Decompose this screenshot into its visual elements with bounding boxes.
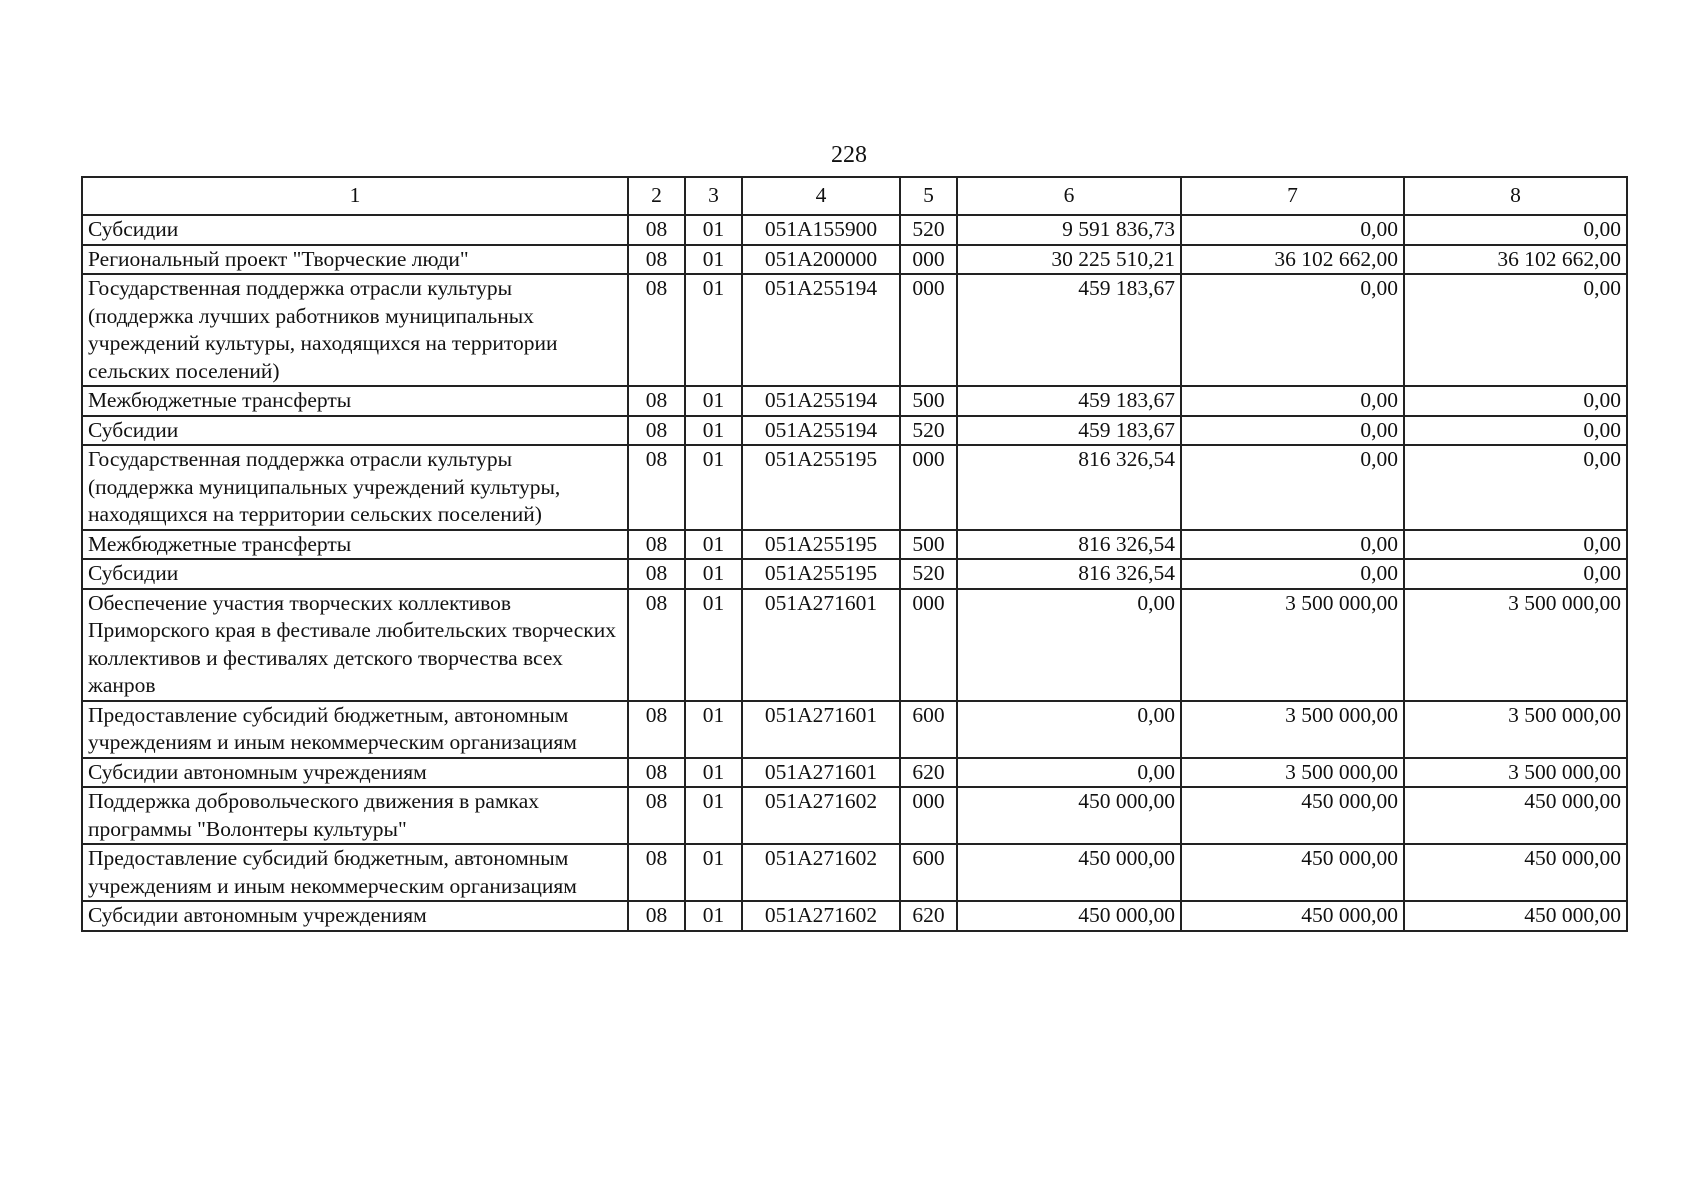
- table-row: [82, 386, 1627, 416]
- row-name: Субсидии: [82, 215, 628, 245]
- expense-type-code: 000: [900, 589, 957, 701]
- table-row: [82, 844, 1627, 901]
- target-article-code: 051A255195: [742, 445, 900, 530]
- amount-col-8: 0,00: [1404, 416, 1627, 446]
- expense-type-code: 600: [900, 844, 957, 901]
- table-row: [82, 701, 1627, 758]
- section-code: 08: [628, 758, 685, 788]
- amount-col-7: 450 000,00: [1181, 901, 1404, 931]
- row-name: Предоставление субсидий бюджетным, автономным учреждениям и иным некоммерческим организациям: [82, 844, 628, 901]
- amount-col-7: 0,00: [1181, 530, 1404, 560]
- amount-col-6: 450 000,00: [957, 844, 1181, 901]
- amount-col-6: 816 326,54: [957, 559, 1181, 589]
- section-code: 08: [628, 589, 685, 701]
- expense-type-code: 000: [900, 245, 957, 275]
- column-header: 2: [628, 177, 685, 215]
- amount-col-6: 0,00: [957, 701, 1181, 758]
- target-article-code: 051A255195: [742, 530, 900, 560]
- column-header: 1: [82, 177, 628, 215]
- amount-col-8: 0,00: [1404, 215, 1627, 245]
- subsection-code: 01: [685, 416, 742, 446]
- section-code: 08: [628, 901, 685, 931]
- section-code: 08: [628, 215, 685, 245]
- amount-col-7: 0,00: [1181, 386, 1404, 416]
- expense-type-code: 620: [900, 758, 957, 788]
- target-article-code: 051A271601: [742, 589, 900, 701]
- section-code: 08: [628, 787, 685, 844]
- expense-type-code: 520: [900, 416, 957, 446]
- budget-table: [81, 176, 1628, 932]
- row-name: Предоставление субсидий бюджетным, автономным учреждениям и иным некоммерческим организациям: [82, 701, 628, 758]
- expense-type-code: 600: [900, 701, 957, 758]
- subsection-code: 01: [685, 844, 742, 901]
- amount-col-8: 450 000,00: [1404, 787, 1627, 844]
- table-row: [82, 530, 1627, 560]
- amount-col-7: 3 500 000,00: [1181, 589, 1404, 701]
- target-article-code: 051A255194: [742, 386, 900, 416]
- amount-col-8: 3 500 000,00: [1404, 589, 1627, 701]
- target-article-code: 051A271602: [742, 844, 900, 901]
- column-header: 3: [685, 177, 742, 215]
- table-row: [82, 445, 1627, 530]
- target-article-code: 051A271601: [742, 701, 900, 758]
- row-name: Межбюджетные трансферты: [82, 530, 628, 560]
- expense-type-code: 000: [900, 445, 957, 530]
- section-code: 08: [628, 844, 685, 901]
- amount-col-8: 450 000,00: [1404, 844, 1627, 901]
- column-header: 4: [742, 177, 900, 215]
- section-code: 08: [628, 445, 685, 530]
- expense-type-code: 000: [900, 274, 957, 386]
- row-name: Межбюджетные трансферты: [82, 386, 628, 416]
- amount-col-7: 450 000,00: [1181, 787, 1404, 844]
- row-name: Обеспечение участия творческих коллективов Приморского края в фестивале любительских творческих коллективов и фестивалях детского творчества всех жанров: [82, 589, 628, 701]
- subsection-code: 01: [685, 530, 742, 560]
- subsection-code: 01: [685, 701, 742, 758]
- target-article-code: 051A155900: [742, 215, 900, 245]
- amount-col-6: 9 591 836,73: [957, 215, 1181, 245]
- amount-col-8: 0,00: [1404, 386, 1627, 416]
- amount-col-7: 36 102 662,00: [1181, 245, 1404, 275]
- amount-col-7: 3 500 000,00: [1181, 701, 1404, 758]
- subsection-code: 01: [685, 589, 742, 701]
- subsection-code: 01: [685, 758, 742, 788]
- amount-col-8: 3 500 000,00: [1404, 758, 1627, 788]
- subsection-code: 01: [685, 386, 742, 416]
- subsection-code: 01: [685, 445, 742, 530]
- amount-col-6: 0,00: [957, 589, 1181, 701]
- amount-col-7: 0,00: [1181, 215, 1404, 245]
- table-row: [82, 215, 1627, 245]
- page-number: 228: [831, 142, 867, 168]
- section-code: 08: [628, 416, 685, 446]
- section-code: 08: [628, 274, 685, 386]
- section-code: 08: [628, 701, 685, 758]
- column-header: 5: [900, 177, 957, 215]
- amount-col-7: 0,00: [1181, 559, 1404, 589]
- expense-type-code: 500: [900, 386, 957, 416]
- amount-col-7: 450 000,00: [1181, 844, 1404, 901]
- row-name: Государственная поддержка отрасли культуры (поддержка лучших работников муниципальных учреждений культуры, находящихся на территории сельских поселений): [82, 274, 628, 386]
- table-row: [82, 758, 1627, 788]
- amount-col-7: 3 500 000,00: [1181, 758, 1404, 788]
- amount-col-8: 0,00: [1404, 274, 1627, 386]
- row-name: Региональный проект "Творческие люди": [82, 245, 628, 275]
- table-row: [82, 245, 1627, 275]
- amount-col-8: 36 102 662,00: [1404, 245, 1627, 275]
- column-header: 8: [1404, 177, 1627, 215]
- target-article-code: 051A271601: [742, 758, 900, 788]
- subsection-code: 01: [685, 787, 742, 844]
- amount-col-8: 0,00: [1404, 559, 1627, 589]
- row-name: Государственная поддержка отрасли культуры (поддержка муниципальных учреждений культуры, находящихся на территории сельских поселений): [82, 445, 628, 530]
- amount-col-6: 0,00: [957, 758, 1181, 788]
- header-row: [82, 177, 1627, 215]
- column-header: 7: [1181, 177, 1404, 215]
- amount-col-6: 30 225 510,21: [957, 245, 1181, 275]
- expense-type-code: 620: [900, 901, 957, 931]
- row-name: Субсидии: [82, 559, 628, 589]
- amount-col-6: 459 183,67: [957, 274, 1181, 386]
- subsection-code: 01: [685, 274, 742, 386]
- table-row: [82, 274, 1627, 386]
- row-name: Субсидии автономным учреждениям: [82, 901, 628, 931]
- amount-col-6: 459 183,67: [957, 386, 1181, 416]
- target-article-code: 051A255194: [742, 416, 900, 446]
- target-article-code: 051A271602: [742, 901, 900, 931]
- target-article-code: 051A255195: [742, 559, 900, 589]
- amount-col-8: 0,00: [1404, 530, 1627, 560]
- target-article-code: 051A200000: [742, 245, 900, 275]
- amount-col-6: 816 326,54: [957, 530, 1181, 560]
- amount-col-7: 0,00: [1181, 445, 1404, 530]
- table-row: [82, 559, 1627, 589]
- table-row: [82, 901, 1627, 931]
- section-code: 08: [628, 386, 685, 416]
- expense-type-code: 500: [900, 530, 957, 560]
- table-row: [82, 416, 1627, 446]
- section-code: 08: [628, 245, 685, 275]
- expense-type-code: 520: [900, 215, 957, 245]
- row-name: Поддержка добровольческого движения в рамках программы "Волонтеры культуры": [82, 787, 628, 844]
- subsection-code: 01: [685, 559, 742, 589]
- amount-col-6: 816 326,54: [957, 445, 1181, 530]
- section-code: 08: [628, 559, 685, 589]
- expense-type-code: 000: [900, 787, 957, 844]
- subsection-code: 01: [685, 245, 742, 275]
- amount-col-8: 450 000,00: [1404, 901, 1627, 931]
- amount-col-7: 0,00: [1181, 274, 1404, 386]
- amount-col-8: 3 500 000,00: [1404, 701, 1627, 758]
- amount-col-6: 450 000,00: [957, 901, 1181, 931]
- section-code: 08: [628, 530, 685, 560]
- table-row: [82, 589, 1627, 701]
- column-header: 6: [957, 177, 1181, 215]
- amount-col-6: 450 000,00: [957, 787, 1181, 844]
- row-name: Субсидии автономным учреждениям: [82, 758, 628, 788]
- amount-col-7: 0,00: [1181, 416, 1404, 446]
- table-row: [82, 787, 1627, 844]
- row-name: Субсидии: [82, 416, 628, 446]
- table-body: [82, 215, 1627, 931]
- subsection-code: 01: [685, 215, 742, 245]
- amount-col-8: 0,00: [1404, 445, 1627, 530]
- target-article-code: 051A255194: [742, 274, 900, 386]
- expense-type-code: 520: [900, 559, 957, 589]
- target-article-code: 051A271602: [742, 787, 900, 844]
- amount-col-6: 459 183,67: [957, 416, 1181, 446]
- subsection-code: 01: [685, 901, 742, 931]
